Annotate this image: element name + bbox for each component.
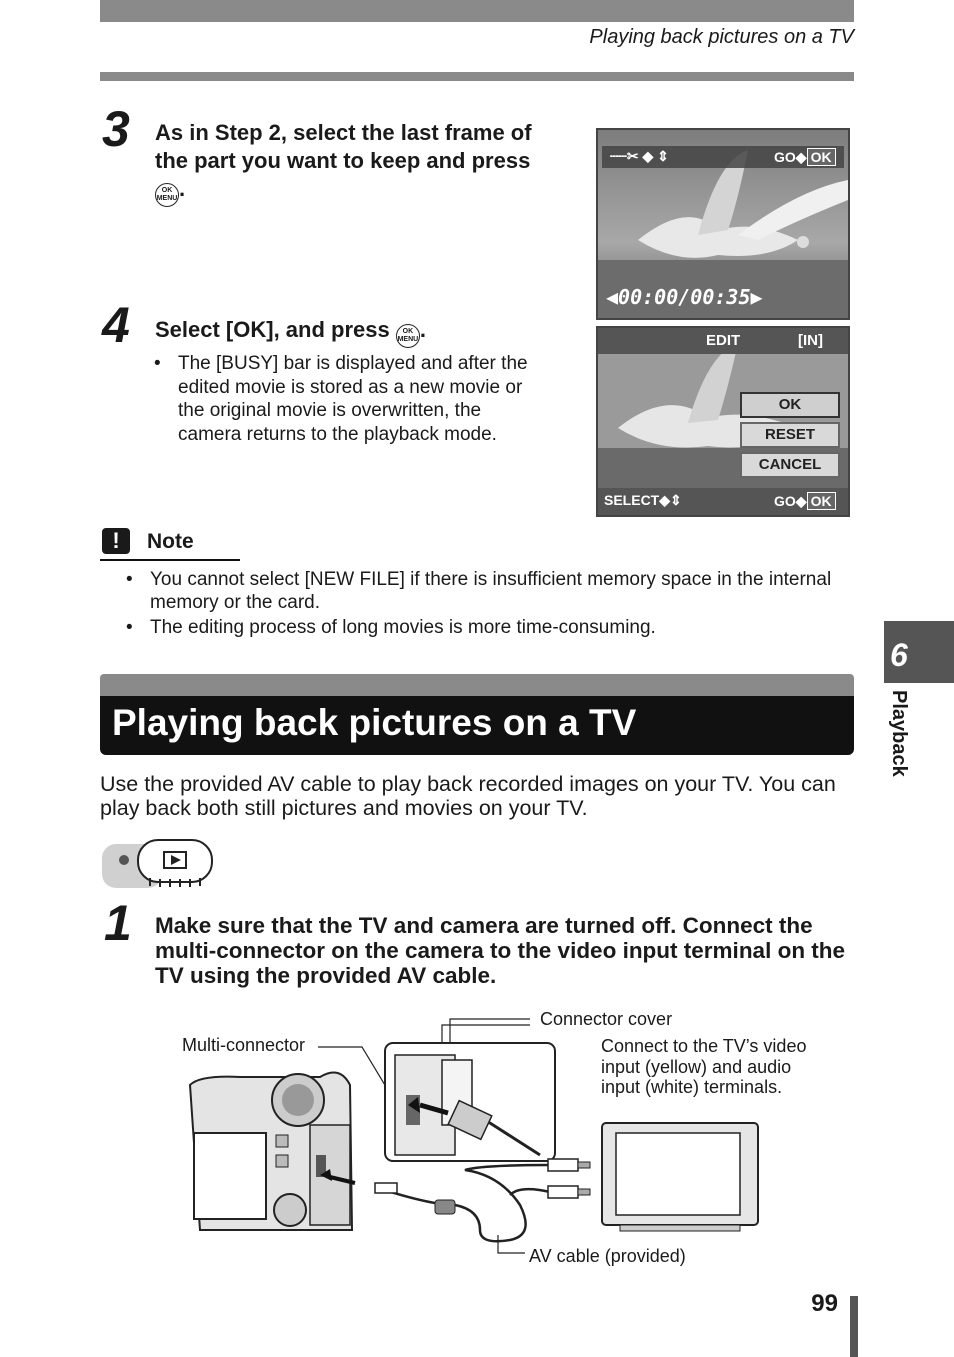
- ok-menu-button-icon: OK MENU: [396, 324, 420, 348]
- chapter-tab: 6: [884, 621, 954, 683]
- label-av-cable: AV cable (provided): [529, 1246, 686, 1266]
- step-1-text: Make sure that the TV and camera are turned off. Connect the multi-connector on the camera to the video input terminal on the TV using the provided AV cable.: [155, 913, 846, 988]
- note-label: Note: [147, 530, 194, 553]
- playback-mode-dial-icon: [102, 838, 214, 892]
- edit-title: EDIT: [706, 332, 741, 349]
- go-ok-indicator: GO◆ OK: [774, 148, 836, 166]
- label-multi-connector: Multi-connector: [182, 1035, 306, 1055]
- camera-screen-frame-select: [596, 128, 850, 320]
- step-1-number: 1: [104, 895, 132, 951]
- list-item: • The editing process of long movies is more time-consuming.: [126, 617, 846, 640]
- step-4-number: 4: [102, 297, 130, 353]
- step-3-number: 3: [102, 101, 130, 157]
- step-3-text: As in Step 2, select the last frame of the part you want to keep and press OK MENU.: [155, 119, 545, 207]
- header-bar: [100, 0, 854, 22]
- tv-icon: [602, 1123, 758, 1231]
- scissors-icon: ┄┄✂ ◆ ⇕: [610, 148, 669, 164]
- select-indicator: SELECT◆⇕: [604, 492, 682, 508]
- note-header: [100, 528, 240, 561]
- chapter-label: Playback: [888, 690, 910, 777]
- section-heading: [100, 674, 854, 755]
- ok-menu-button-icon: OK MENU: [155, 183, 179, 207]
- go-ok-indicator: GO◆ OK: [774, 492, 836, 510]
- header-rule: [100, 72, 854, 81]
- note-items: [126, 569, 846, 640]
- exclamation-icon: !: [102, 528, 130, 554]
- page-number-bar: [850, 1296, 858, 1357]
- camera-icon: [190, 1073, 355, 1231]
- section-title: Playing back pictures on a TV: [112, 702, 637, 743]
- label-connect-tv: Connect to the TV’s video input (yellow) and audio input (white) terminals.: [601, 1036, 807, 1097]
- label-connector-cover: Connector cover: [540, 1009, 673, 1029]
- menu-option-reset[interactable]: RESET: [740, 422, 840, 448]
- memory-indicator: [IN]: [798, 332, 823, 349]
- timecode: ◀00:00/00:35▶: [606, 285, 763, 309]
- rca-plugs: [548, 1159, 590, 1198]
- list-item: • You cannot select [NEW FILE] if there is insufficient memory space in the internal memory or the card.: [126, 569, 846, 614]
- menu-option-ok[interactable]: OK: [740, 392, 840, 418]
- list-item: • The [BUSY] bar is displayed and after the edited movie is stored as a new movie or the original movie is overwritten, the camera returns to the playback mode.: [154, 352, 538, 446]
- section-intro: Use the provided AV cable to play back recorded images on your TV. You can play back both still pictures and movies on your TV.: [100, 772, 836, 820]
- step-4-bullets: [154, 352, 538, 446]
- page-number: 99: [811, 1290, 838, 1317]
- camera-screen-edit-menu: [596, 326, 850, 517]
- step-4-text: Select [OK], and press OK MENU.: [155, 316, 545, 348]
- menu-option-cancel[interactable]: CANCEL: [740, 452, 840, 478]
- running-title: Playing back pictures on a TV: [589, 26, 854, 48]
